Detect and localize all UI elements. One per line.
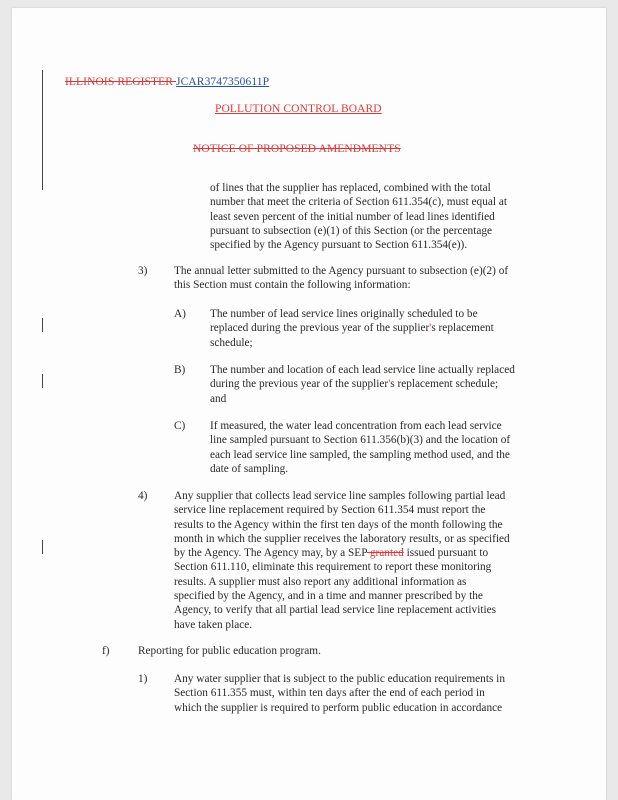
text-line: Section 611.355 must, within ten days after the end of each period in <box>174 687 485 700</box>
item-3a-label: A) <box>174 308 186 320</box>
item-4-label: 4) <box>138 490 148 502</box>
apostrophe-mark: ' <box>429 322 432 335</box>
text-line: Any water supplier that is subject to the public education requirements in <box>174 673 505 685</box>
text-line: date of sampling. <box>210 462 289 475</box>
text-line: specified by the Agency, and in a time and manner prescribed by the <box>174 590 483 603</box>
text-line: Section 611.110, eliminate this requirement to report these monitoring <box>174 561 492 574</box>
text-line: The number and location of each lead service line actually replaced <box>210 364 515 376</box>
text-span: s replacement schedule; <box>390 378 499 391</box>
continuation-paragraph <box>210 181 507 252</box>
item-3b-label: B) <box>174 364 186 376</box>
text-line: and <box>210 392 227 405</box>
text-span: during the previous year of the supplier <box>210 378 389 391</box>
item-4-text <box>174 489 510 632</box>
item-f1-text <box>174 672 505 715</box>
text-span: by the Agency. The Agency may, by a SEP <box>174 547 368 560</box>
text-line: pursuant to subsection (e)(1) of this Section (or the percentage <box>210 224 493 237</box>
text-span: replaced during the previous year of the supplier <box>210 322 430 335</box>
text-line: The annual letter submitted to the Agency pursuant to subsection (e)(2) of <box>174 265 509 277</box>
change-bar <box>42 70 43 190</box>
text-line: each lead service line sampled, the sampling method used, and the <box>210 448 510 461</box>
struck-word: granted <box>367 547 404 560</box>
document-page <box>12 8 606 800</box>
text-line <box>210 321 494 335</box>
text-line: this Section must contain the following information: <box>174 279 411 292</box>
item-3-text <box>174 264 508 293</box>
text-line: Any supplier that collects lead service line samples following partial lead <box>174 490 506 502</box>
text-line: service line replacement required by Section 611.354 must report the <box>174 504 486 517</box>
text-line: The number of lead service lines originally scheduled to be <box>210 308 478 320</box>
text-line: specified by the Agency pursuant to Section 611.354(e)). <box>210 239 468 252</box>
board-title: POLLUTION CONTROL BOARD <box>215 103 382 115</box>
register-struck-text: ILLINOIS REGISTER <box>65 76 177 88</box>
text-line: of lines that the supplier has replaced, combined with the total <box>210 182 491 194</box>
item-f1-label: 1) <box>138 673 148 685</box>
text-line: line sampled pursuant to Section 611.356(b)(3) and the location of <box>210 434 511 447</box>
text-line: which the supplier is required to perform public education in accordance <box>174 701 503 714</box>
text-span: issued pursuant to <box>403 547 489 560</box>
item-3c-label: C) <box>174 420 186 432</box>
register-header <box>65 76 269 88</box>
text-line: Agency, to verify that all partial lead service line replacement activities <box>174 604 497 617</box>
text-line <box>174 546 510 560</box>
change-bar <box>42 318 43 332</box>
text-line: results to the Agency within the first ten days of the month following the <box>174 518 503 531</box>
text-line: If measured, the water lead concentration from each lead service <box>210 420 502 432</box>
text-line: least seven percent of the initial number of lead lines identified <box>210 210 495 223</box>
apostrophe-mark: ' <box>388 378 391 391</box>
text-line: results. A supplier must also report any additional information as <box>174 575 467 588</box>
text-line: have taken place. <box>174 618 253 631</box>
item-3a-text <box>210 307 494 350</box>
change-bar <box>42 374 43 388</box>
item-3-label: 3) <box>138 265 148 277</box>
text-span: s replacement <box>431 322 494 335</box>
item-f-text: Reporting for public education program. <box>138 645 321 657</box>
item-f-label: f) <box>102 645 110 657</box>
text-line: month in which the supplier receives the laboratory results, or as specified <box>174 532 510 545</box>
text-line: number that meet the criteria of Section 611.354(c), must equal at <box>210 196 507 209</box>
change-bar <box>42 540 43 554</box>
item-3b-text <box>210 363 515 406</box>
register-id: JCAR3747350611P <box>176 76 270 88</box>
text-line <box>210 377 515 391</box>
text-line: schedule; <box>210 336 253 349</box>
notice-title: NOTICE OF PROPOSED AMENDMENTS <box>193 143 401 155</box>
item-3c-text <box>210 419 510 476</box>
